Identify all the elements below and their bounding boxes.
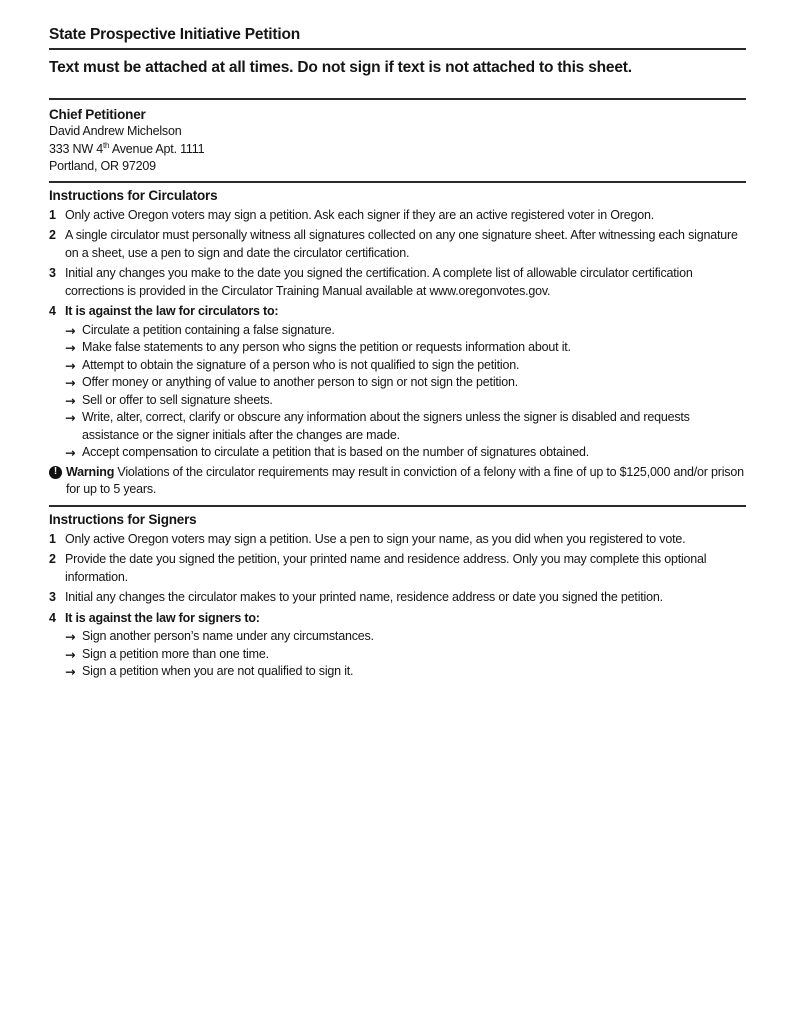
chief-petitioner-heading: Chief Petitioner bbox=[49, 107, 146, 122]
circulator-instruction-item bbox=[49, 265, 746, 300]
signer-prohibited-list bbox=[65, 628, 746, 681]
item-number: 1 bbox=[49, 531, 56, 546]
attachment-notice: Text must be attached at all times. Do not sign if text is not attached to this sheet. bbox=[49, 59, 632, 76]
item-text: Initial any changes the circulator makes to your printed name, residence address or date you signed the petition. bbox=[65, 590, 663, 604]
circulator-instructions-heading: Instructions for Circulators bbox=[49, 187, 218, 203]
item-number: 4 bbox=[49, 610, 56, 625]
item-number: 4 bbox=[49, 304, 56, 318]
petitioner-name: David Andrew Michelson bbox=[49, 124, 182, 138]
arrow-icon: → bbox=[65, 629, 76, 644]
chief-petitioner-section bbox=[49, 100, 746, 181]
arrow-icon: → bbox=[65, 646, 76, 662]
page-title: State Prospective Initiative Petition bbox=[49, 26, 301, 43]
signer-instructions-section bbox=[49, 507, 746, 689]
prohibited-item: → Write, alter, correct, clarify or obscure any information about the signers unless the signer is disabled and requests assistance or the signer initials after the changes are made. bbox=[65, 410, 690, 442]
item-number: 3 bbox=[49, 266, 56, 280]
prohibited-item: → Sell or offer to sell signature sheets. bbox=[65, 392, 273, 408]
arrow-icon: → bbox=[65, 322, 76, 338]
item-text: Provide the date you signed the petition, your printed name and residence address. Only you may complete this optional information. bbox=[65, 552, 707, 584]
prohibited-item: → Make false statements to any person who signs the petition or requests information about it. bbox=[65, 340, 571, 355]
warning-text: Warning Violations of the circulator requirements may result in conviction of a felony with a fine of up to $125,000 and/or prison for up to 5 years. bbox=[66, 464, 744, 496]
prohibited-item: → Attempt to obtain the signature of a person who is not qualified to sign the petition. bbox=[65, 357, 520, 373]
item-text: Initial any changes you make to the date you signed the certification. A complete list of allowable circulator certification corrections is provided in the Circulator Training Manual available at www.oregonvotes.gov. bbox=[65, 266, 693, 298]
circulator-instruction-item bbox=[49, 207, 746, 225]
prohibited-item: → Sign a petition more than one time. bbox=[65, 646, 269, 662]
prohibited-item: → Accept compensation to circulate a petition that is based on the number of signatures obtained. bbox=[65, 445, 590, 460]
ordinal-suffix: th bbox=[102, 140, 110, 150]
prohibited-item: → Sign a petition when you are not qualified to sign it. bbox=[65, 664, 354, 679]
circulator-prohibited-list bbox=[65, 322, 746, 462]
item-number: 2 bbox=[49, 228, 56, 242]
prohibited-item: → Offer money or anything of value to another person to sign or not sign the petition. bbox=[65, 375, 519, 390]
arrow-icon: → bbox=[65, 664, 76, 679]
prohibited-item: → Circulate a petition containing a false signature. bbox=[65, 322, 335, 338]
circulator-instruction-item bbox=[49, 227, 746, 262]
item-text: Only active Oregon voters may sign a petition. Use a pen to sign your name, as you did when you registered to vote. bbox=[65, 531, 686, 546]
petitioner-city-state-zip: Portland, OR 97209 bbox=[49, 159, 156, 173]
prohibited-item: → Sign another person’s name under any circumstances. bbox=[65, 629, 374, 644]
item-number: 1 bbox=[49, 207, 56, 222]
circulator-instructions-section bbox=[49, 183, 746, 505]
arrow-icon: → bbox=[65, 392, 76, 408]
item-lead: It is against the law for signers to: bbox=[65, 610, 260, 625]
circulator-warning bbox=[49, 464, 746, 499]
item-text: Only active Oregon voters may sign a petition. Ask each signer if they are an active registered voter in Oregon. bbox=[65, 207, 655, 222]
signer-instruction-item bbox=[49, 610, 746, 628]
signer-instruction-item bbox=[49, 589, 746, 607]
divider bbox=[49, 48, 746, 50]
arrow-icon: → bbox=[65, 445, 76, 460]
arrow-icon: → bbox=[65, 375, 76, 390]
signer-instruction-item bbox=[49, 551, 746, 586]
item-number: 3 bbox=[49, 590, 56, 604]
circulator-instruction-item bbox=[49, 303, 746, 321]
arrow-icon: → bbox=[65, 340, 76, 355]
warning-icon: ! bbox=[49, 466, 62, 479]
signer-instruction-item bbox=[49, 531, 746, 549]
item-number: 2 bbox=[49, 552, 56, 566]
arrow-icon: → bbox=[65, 357, 76, 373]
petitioner-address: 333 NW 4th Avenue Apt. 1111 bbox=[49, 140, 205, 156]
item-text: A single circulator must personally witness all signatures collected on any one signature sheet. After witnessing each signature on a sheet, use a pen to sign and date the circulator certification. bbox=[65, 228, 738, 260]
arrow-icon: → bbox=[65, 410, 76, 425]
item-lead: It is against the law for circulators to: bbox=[65, 304, 279, 318]
signer-instructions-heading: Instructions for Signers bbox=[49, 511, 197, 527]
